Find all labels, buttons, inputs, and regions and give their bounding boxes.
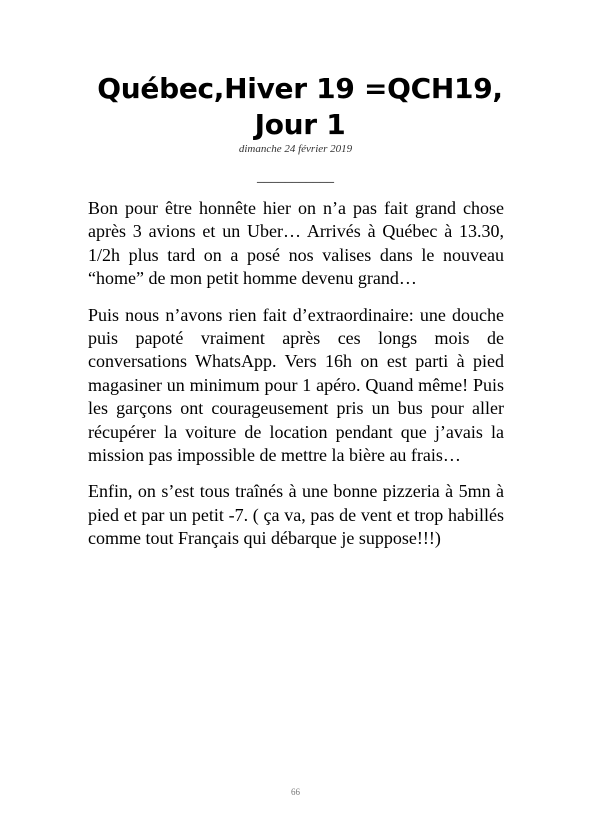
page-number: 66 bbox=[291, 787, 300, 797]
paragraph-2: Puis nous n’avons rien fait d’extraordinaire: une douche puis papoté vraiment après ces longs mois de conversations WhatsApp. Vers 16h on est parti à pied magasiner un minimum pour 1 apéro. Quand même! Puis les garçons ont courageusement pris un bus pour aller récupérer la voiture de location pendant que j’avais la mission pas impossible de mettre la bière au frais… bbox=[88, 304, 504, 466]
entry-date: dimanche 24 février 2019 bbox=[238, 143, 353, 155]
title-line-1: Québec,Hiver 19 =QCH19, bbox=[97, 72, 503, 105]
paragraph-1: Bon pour être honnête hier on n’a pas fait grand chose après 3 avions et un Uber… Arrivés à Québec à 13.30, 1/2h plus tard on a posé nos valises dans le nouveau “home” de mon petit homme devenu grand… bbox=[88, 198, 504, 289]
title-line-2: Jour 1 bbox=[254, 108, 346, 141]
body-text bbox=[88, 197, 504, 564]
separator-line: ___________ bbox=[257, 170, 334, 185]
page-title bbox=[60, 71, 540, 143]
paragraph-3: Enfin, on s’est tous traînés à une bonne pizzeria à 5mn à pied et par un petit -7. ( ça va, pas de vent et trop habillés comme tout Français qui débarque je suppose!!!) bbox=[88, 481, 504, 549]
